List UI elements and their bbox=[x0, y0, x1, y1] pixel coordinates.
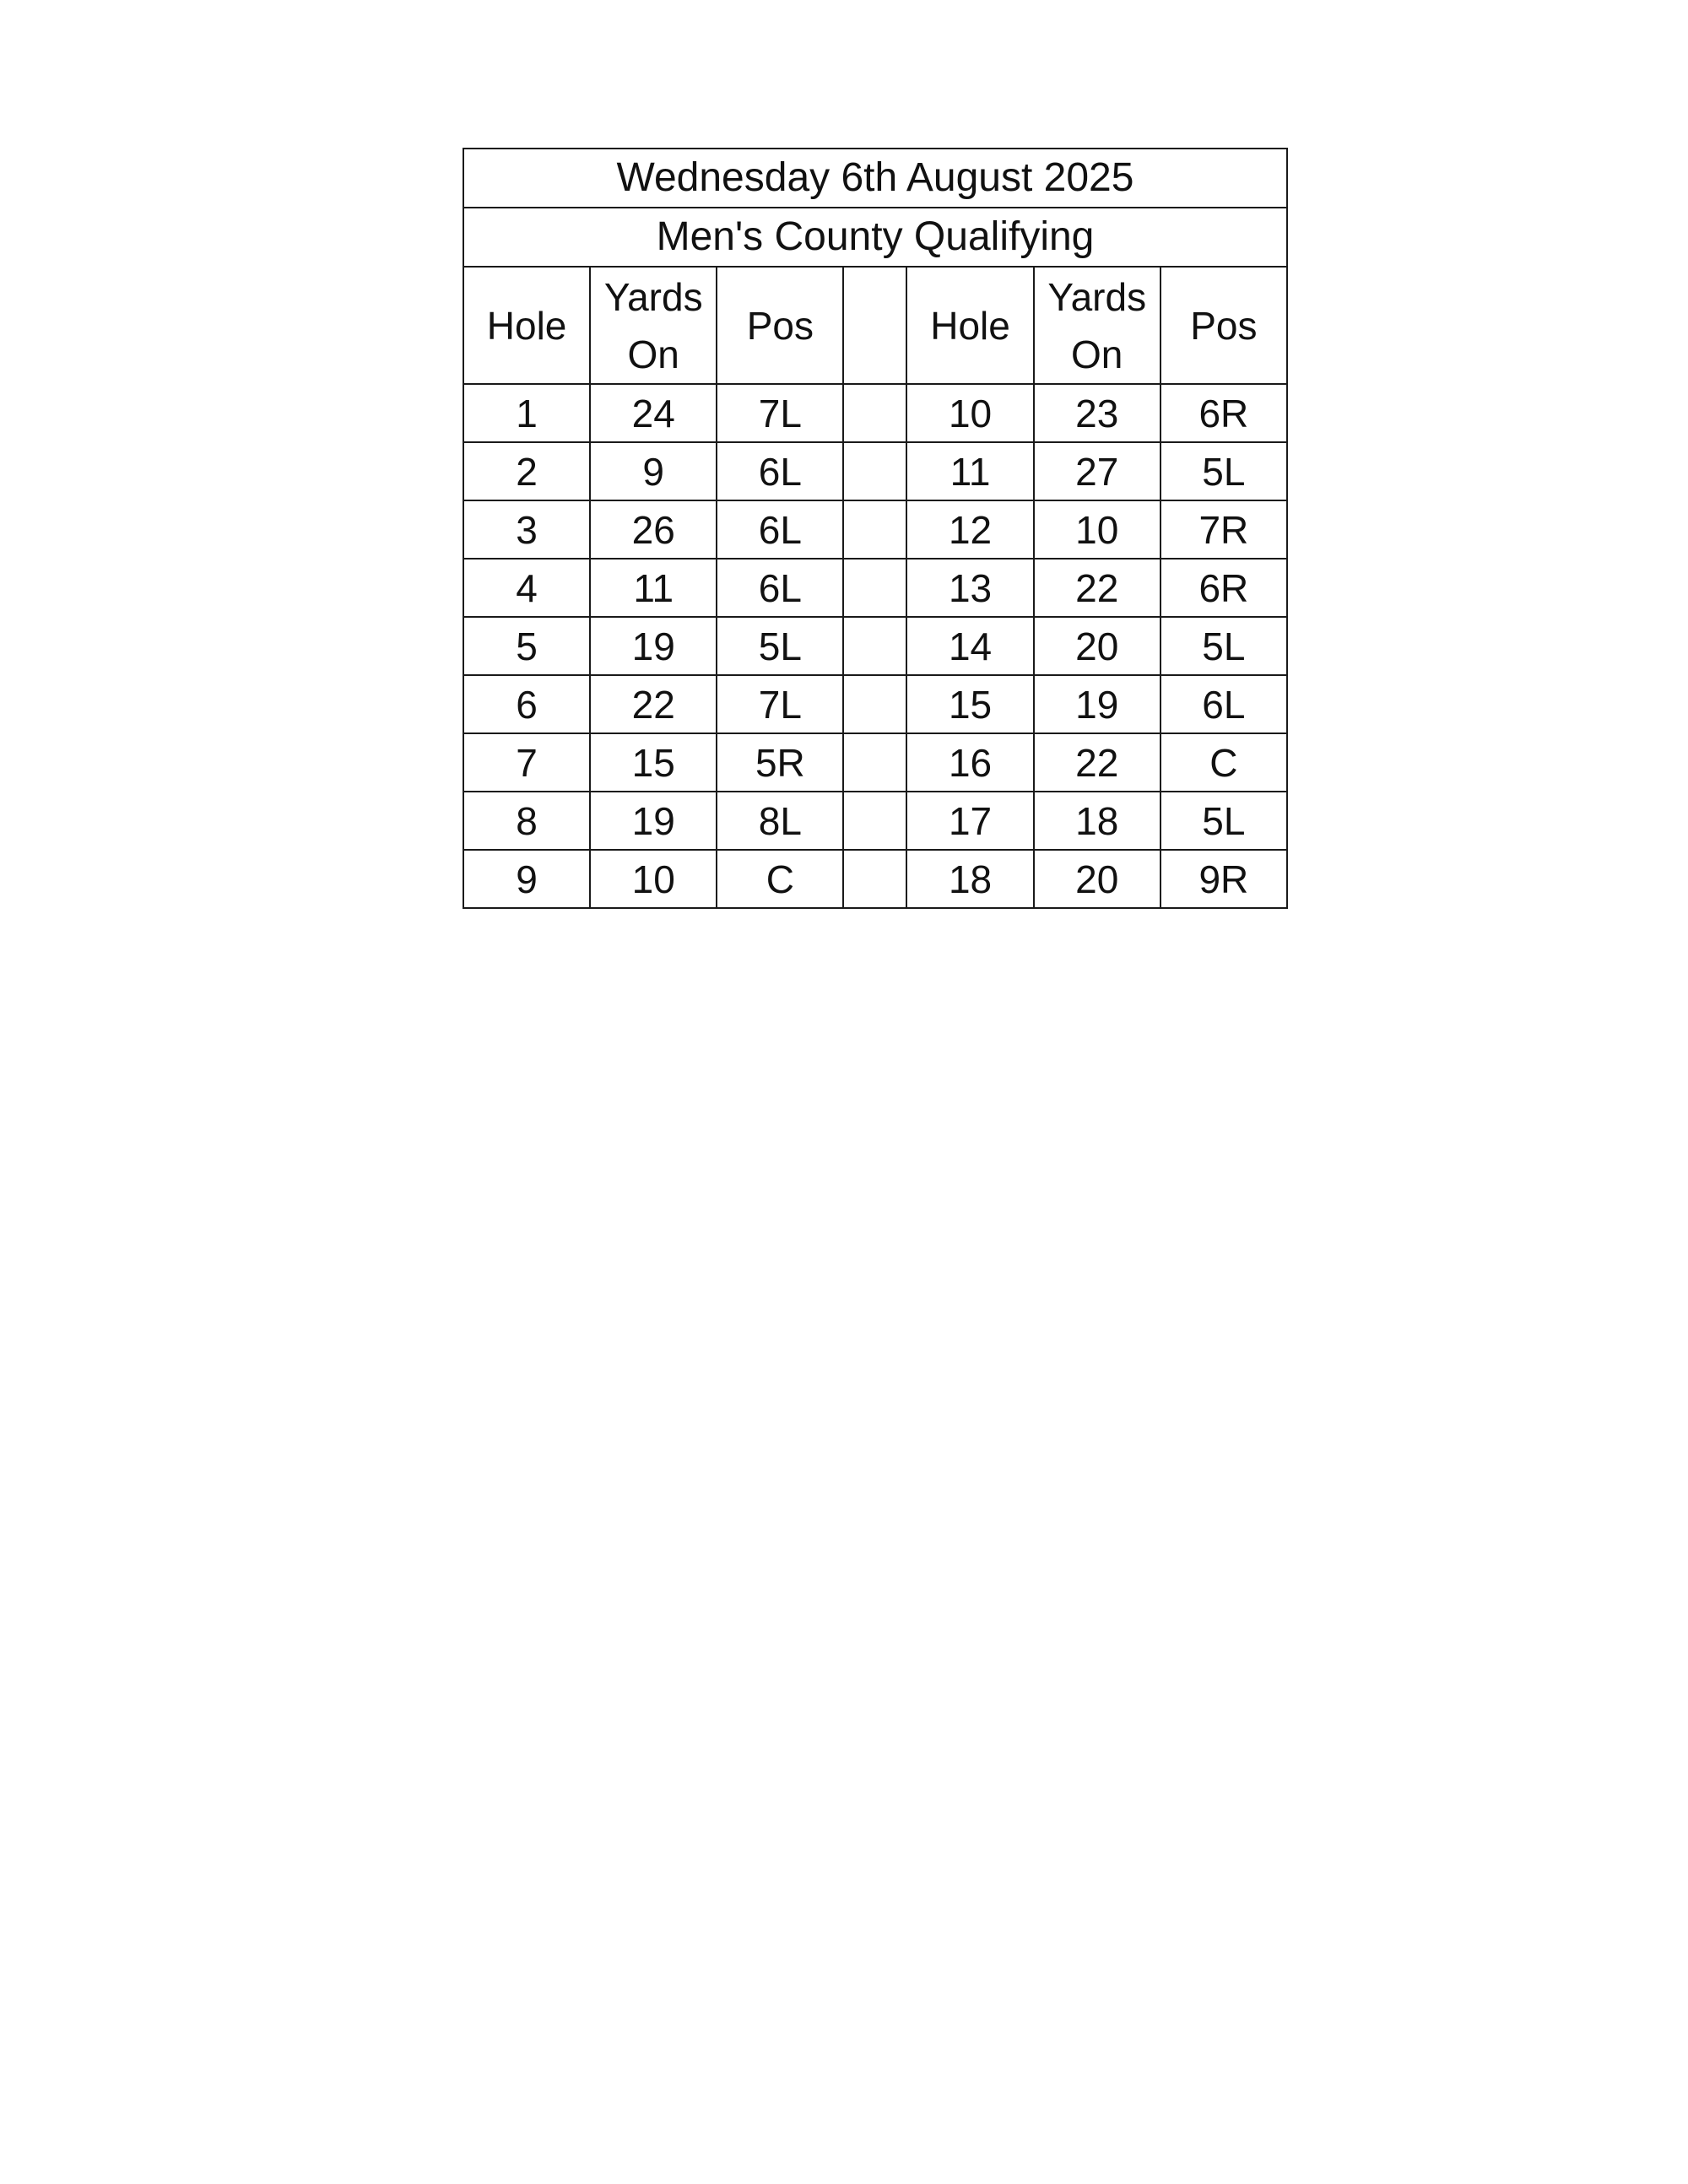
hole-cell: 11 bbox=[906, 442, 1033, 500]
table-row bbox=[463, 384, 1287, 442]
header-yards-on-back bbox=[1034, 267, 1160, 384]
spacer-cell bbox=[843, 850, 906, 908]
pos-cell: C bbox=[717, 850, 843, 908]
yards-cell: 19 bbox=[590, 792, 717, 850]
spacer-cell bbox=[843, 384, 906, 442]
hole-cell: 6 bbox=[463, 675, 590, 733]
hole-cell: 5 bbox=[463, 617, 590, 675]
table-subtitle: Men's County Qualifying bbox=[463, 208, 1287, 267]
yards-cell: 22 bbox=[590, 675, 717, 733]
yards-cell: 26 bbox=[590, 500, 717, 559]
yards-cell: 22 bbox=[1034, 733, 1160, 792]
header-yards-label: Yards bbox=[603, 274, 703, 319]
pos-cell: 7R bbox=[1160, 500, 1287, 559]
hole-cell: 4 bbox=[463, 559, 590, 617]
spacer-cell bbox=[843, 267, 906, 384]
table-row bbox=[463, 500, 1287, 559]
hole-cell: 13 bbox=[906, 559, 1033, 617]
yards-cell: 19 bbox=[590, 617, 717, 675]
header-pos-front: Pos bbox=[717, 267, 843, 384]
hole-cell: 1 bbox=[463, 384, 590, 442]
pos-cell: 5L bbox=[717, 617, 843, 675]
table-row bbox=[463, 559, 1287, 617]
pos-cell: 9R bbox=[1160, 850, 1287, 908]
table-row bbox=[463, 617, 1287, 675]
spacer-cell bbox=[843, 500, 906, 559]
yards-cell: 11 bbox=[590, 559, 717, 617]
pos-cell: 6L bbox=[1160, 675, 1287, 733]
subtitle-row bbox=[463, 208, 1287, 267]
yards-cell: 27 bbox=[1034, 442, 1160, 500]
hole-cell: 9 bbox=[463, 850, 590, 908]
yards-cell: 10 bbox=[590, 850, 717, 908]
yards-cell: 24 bbox=[590, 384, 717, 442]
header-yards-on-front bbox=[590, 267, 717, 384]
pos-cell: 7L bbox=[717, 384, 843, 442]
spacer-cell bbox=[843, 559, 906, 617]
yards-cell: 19 bbox=[1034, 675, 1160, 733]
pos-cell: 6L bbox=[717, 442, 843, 500]
table-row bbox=[463, 675, 1287, 733]
header-on-label: On bbox=[627, 332, 679, 376]
pos-cell: C bbox=[1160, 733, 1287, 792]
yards-cell: 20 bbox=[1034, 617, 1160, 675]
spacer-cell bbox=[843, 675, 906, 733]
pos-cell: 5L bbox=[1160, 792, 1287, 850]
spacer-cell bbox=[843, 792, 906, 850]
pos-cell: 6R bbox=[1160, 559, 1287, 617]
yards-cell: 15 bbox=[590, 733, 717, 792]
hole-cell: 12 bbox=[906, 500, 1033, 559]
header-on-label: On bbox=[1071, 332, 1123, 376]
yards-cell: 10 bbox=[1034, 500, 1160, 559]
pos-cell: 5L bbox=[1160, 617, 1287, 675]
header-yards-label: Yards bbox=[1047, 274, 1147, 319]
header-pos-back: Pos bbox=[1160, 267, 1287, 384]
pin-positions-table bbox=[463, 148, 1288, 909]
pos-cell: 6L bbox=[717, 500, 843, 559]
table-row bbox=[463, 792, 1287, 850]
yards-cell: 18 bbox=[1034, 792, 1160, 850]
hole-cell: 16 bbox=[906, 733, 1033, 792]
table-row bbox=[463, 442, 1287, 500]
column-header-row bbox=[463, 267, 1287, 384]
table-row bbox=[463, 850, 1287, 908]
yards-cell: 20 bbox=[1034, 850, 1160, 908]
hole-cell: 18 bbox=[906, 850, 1033, 908]
hole-cell: 10 bbox=[906, 384, 1033, 442]
hole-cell: 3 bbox=[463, 500, 590, 559]
pos-cell: 6R bbox=[1160, 384, 1287, 442]
pos-cell: 5R bbox=[717, 733, 843, 792]
pos-cell: 7L bbox=[717, 675, 843, 733]
yards-cell: 9 bbox=[590, 442, 717, 500]
header-hole-back: Hole bbox=[906, 267, 1033, 384]
table-row bbox=[463, 733, 1287, 792]
hole-cell: 14 bbox=[906, 617, 1033, 675]
title-row bbox=[463, 149, 1287, 208]
pos-cell: 8L bbox=[717, 792, 843, 850]
hole-cell: 7 bbox=[463, 733, 590, 792]
yards-cell: 23 bbox=[1034, 384, 1160, 442]
spacer-cell bbox=[843, 733, 906, 792]
header-hole-front: Hole bbox=[463, 267, 590, 384]
spacer-cell bbox=[843, 442, 906, 500]
hole-cell: 15 bbox=[906, 675, 1033, 733]
hole-cell: 8 bbox=[463, 792, 590, 850]
yards-cell: 22 bbox=[1034, 559, 1160, 617]
pos-cell: 5L bbox=[1160, 442, 1287, 500]
spacer-cell bbox=[843, 617, 906, 675]
hole-cell: 2 bbox=[463, 442, 590, 500]
hole-cell: 17 bbox=[906, 792, 1033, 850]
table-title: Wednesday 6th August 2025 bbox=[463, 149, 1287, 208]
pos-cell: 6L bbox=[717, 559, 843, 617]
